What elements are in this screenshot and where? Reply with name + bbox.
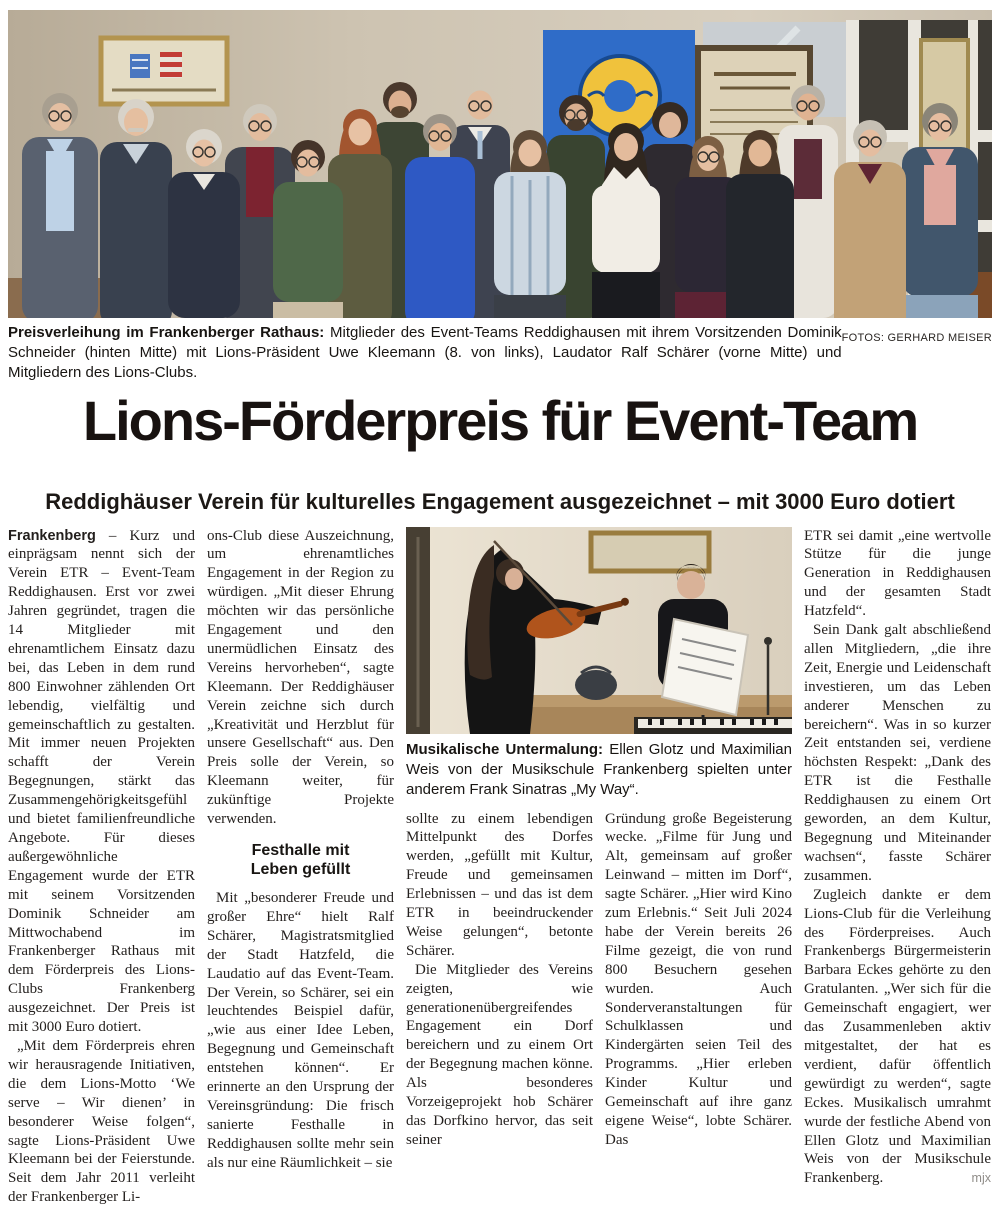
caption-mid [406, 740, 792, 800]
article-headline: Lions-Förderpreis für Event-Team [82, 389, 918, 452]
column-3 [406, 810, 593, 1150]
caption-mid-lead: Musikalische Untermalung: [406, 740, 604, 758]
photo-credit: FOTOS: GERHARD MEISER [841, 332, 992, 344]
piano-keyboard [634, 717, 792, 734]
paragraph-4: Mit „besonderer Freude und großer Ehre“ hielt Ralf Schärer, Magistratsmitglied der Stadt Hatzfeld, die Laudatio auf das Event-Team. Der Verein, so Schärer, sei ein leuchtendes Beispiel dafür, „wie aus einer Idee Leben, Begegnung und Gemeinschaft entstehen können“. Er erinnerte an den Ursprung der Vereinsgründung: Die frisch sanierte Festhalle in Reddighausen sollte mehr sein als nur eine Räumlichkeit – sie [207, 890, 394, 1171]
paragraph-10: Zugleich dankte er dem Lions-Club für die Verleihung des Förderpreises. Auch Frankenbergs Bürgermeisterin Barbara Eckes gehörte zu den Gratulanten. „Wer sich für die Gemeinschaft engagiert, wer das Zusammenleben aktiv mitgestaltet, der hat es verdient, dafür öffentlich gewürdigt zu werden“, sagte Eckes. Musikalisch umrahmt wurde der festliche Abend von Ellen Glotz und Maximilian Weis von der Musikschule Frankenberg. [804, 886, 991, 1187]
paragraph-3: ons-Club diese Auszeichnung, um ehrenamtliches Engagement in der Region zu würdigen. „Mit dieser Ehrung möchten wir das persönliche Engagement und den unermüdlichen Einsatz des Vereins hervorheben“, sagte Kleemann. Der Reddighäuser Verein zeichne sich durch „Kreativität und Herzblut für unsere Gesellschaft“ aus. Den Preis solle der Verein, so Kleemann weiter, für zukünftige Projekte verwenden. [207, 527, 394, 828]
picture-frame [591, 533, 709, 571]
column-5 [804, 527, 991, 1189]
author-signature: mjx [971, 1171, 991, 1186]
dateline: Frankenberg [8, 527, 96, 544]
article-subheadline: Reddighäuser Verein für kulturelles Engagement ausgezeichnet – mit 3000 Euro dotiert [45, 488, 955, 514]
music-photo [406, 527, 792, 734]
column-4 [605, 810, 792, 1150]
paragraph-1: – Kurz und einprägsam nennt sich der Verein ETR – Event-Team Reddighausen. Erst vor zwei Jahren gegründet, tragen die 14 Mitglieder mit ehrenamtlichem Einsatz dazu bei, das Leben in dem rund 800 Einwohner zählenden Ort lebendig, vielfältig und gemeinschaftlich zu gestalten. Mit immer neuen Projekten schafft der Verein Begegnungen, stärkt das Zusammengehörigkeitsgefühl und bietet familienfreundliche Angebote. Für dieses außergewöhnliche Engagement wurde der ETR mit seinem Vorsitzenden Dominik Schneider am Mittwochabend im Frankenberger Rathaus mit dem Förderpreis des Lions-Clubs Frankenberg ausgezeichnet. Der Preis ist mit 3000 Euro dotiert. [8, 527, 195, 1036]
caption-top-lead: Preisverleihung im Frankenberger Rathaus: [8, 324, 325, 341]
caption-mid-text: Ellen Glotz und Maximilian Weis von der Musikschule Frankenberg spielten unter anderem Frank Sinatras „My Way“. [406, 740, 792, 798]
kettle [575, 670, 617, 700]
crosshead: Festhalle mit Leben gefüllt [250, 842, 351, 879]
paragraph-8: ETR sei damit „eine wertvolle Stütze für die junge Generation in Reddighausen und der gesamten Stadt Hatzfeld“. [804, 527, 991, 620]
paragraph-2: „Mit dem Förderpreis ehren wir herausragende Initiativen, die dem Lions-Motto ‘We serve – Wir dienen’ in besonderer Weise folgen“, sagte Lions-Präsident Uwe Kleemann bei der Feierstunde. Seit dem Jahr 2011 verleiht der Frankenberger Li- [8, 1037, 195, 1206]
paragraph-6: Die Mitglieder des Vereins zeigten, wie generationenübergreifendes Engagement ein Dorf bereichern und zu einem Ort der Begegnung machen könne. Als besonderes Vorzeigeprojekt hob Schärer das Dorfkino hervor, das seit seiner [406, 961, 593, 1148]
paragraph-5: sollte zu einem lebendigen Mittelpunkt des Dorfes werden, „gefüllt mit Kultur, Freude und gemeinsamen Erlebnissen – und das ist dem ETR in beeindruckender Weise gelungen“, betonte Schärer. [406, 810, 593, 959]
caption-top [8, 323, 992, 383]
column-1 [8, 527, 195, 1207]
framed-crest-left [101, 38, 227, 104]
caption-top-text: Mitglieder des Event-Teams Reddighausen mit ihrem Vorsitzenden Dominik Schneider (hinten Mitte) mit Lions-Präsident Uwe Kleemann (8. von links), Laudator Ralf Schärer (vorne Mitte) und Mitgliedern des Lions-Clubs. [8, 324, 842, 381]
column-mid [406, 527, 792, 1150]
column-2 [207, 527, 394, 1173]
group-photo [8, 10, 992, 318]
paragraph-7: Gründung große Begeisterung wecke. „Filme für Jung und Alt, gemeinsam auf großer Leinwand – mitten im Dorf“, sagte Schärer. „Hier wird Kino zum Erlebnis.“ Seit Juli 2024 habe der Verein bereits 26 Filme gezeigt, die von rund 800 Besuchern gesehen wurden. Auch Sonderveranstaltungen für Schulklassen und Kindergärten seien Teil des Programms. „Hier erleben Kinder Kultur und Gemeinschaft auf ihre ganz eigene Weise“, lobte Schärer. Das [605, 810, 792, 1148]
paragraph-9: Sein Dank galt abschließend allen Mitgliedern, „die ihre Zeit, Energie und Leidenschaft investieren, um das Leben anderer Menschen zu bereichern“. Was in so kurzer Zeit entstanden sei, verdiene höchsten Respekt: „Dank des ETR ist die Festhalle Reddighausen zu einem Ort geworden, an dem Kultur, Begegnung und Miteinander wachsen“, fasste Schärer zusammen. [804, 622, 991, 884]
article-body [8, 527, 992, 1207]
